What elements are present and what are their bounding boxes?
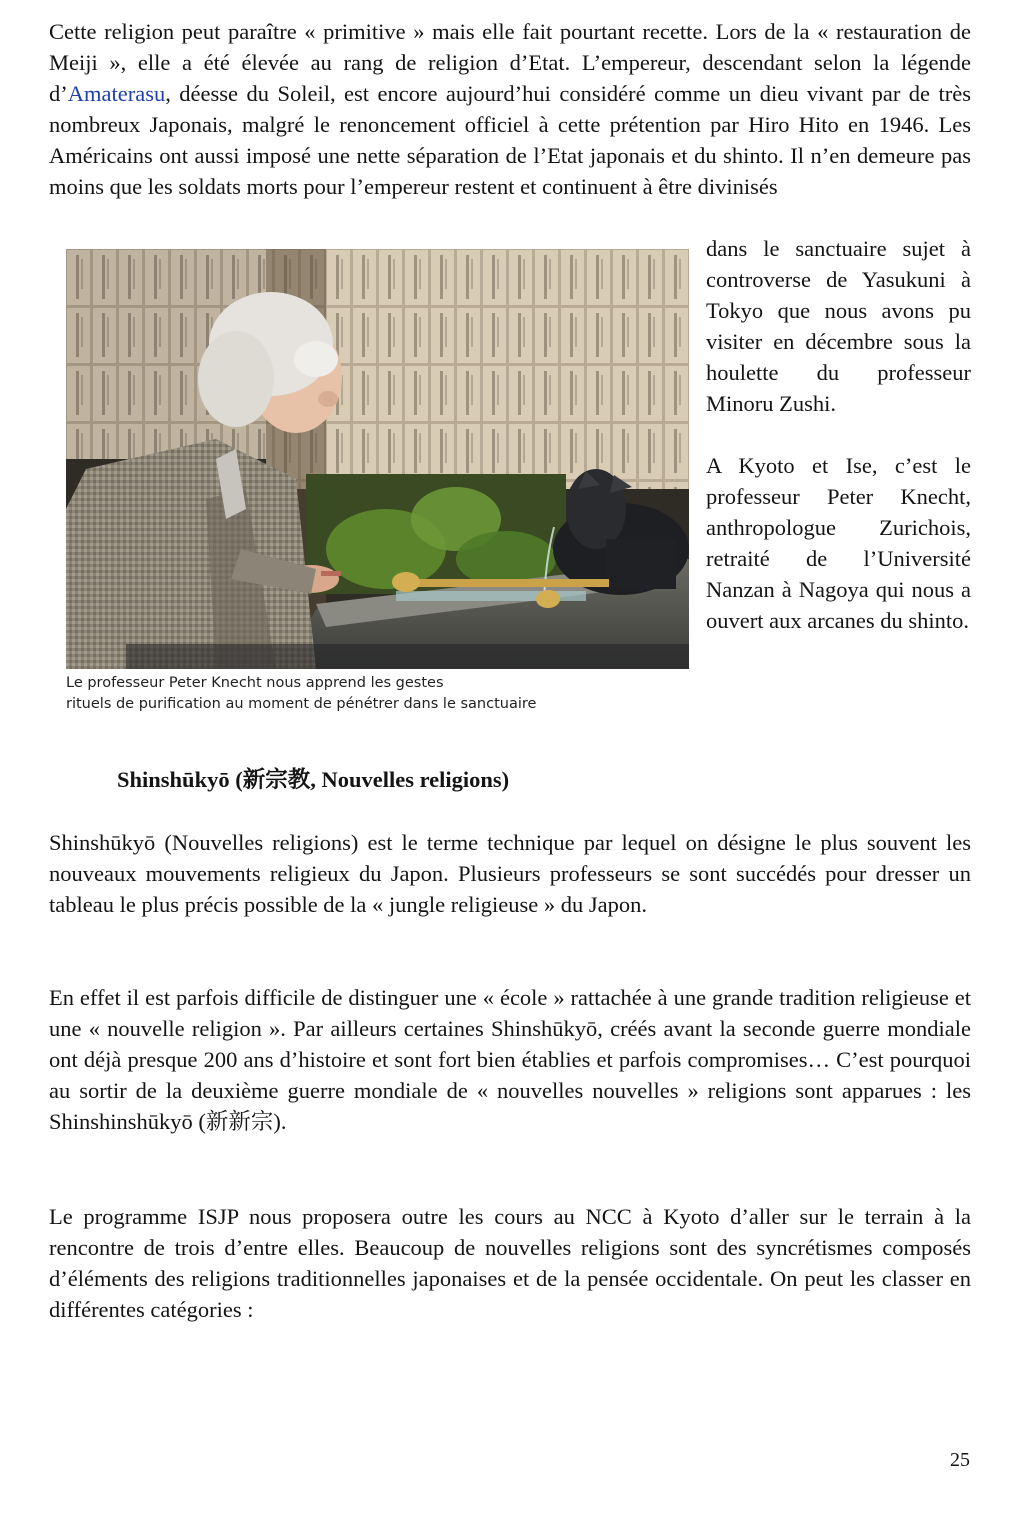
caption-line-1: Le professeur Peter Knecht nous apprend les gestes [66,675,444,691]
side-paragraph-2: A Kyoto et Ise, c’est le professeur Peter Knecht, anthropologue Zurichois, retraité de l’Université Nanzan à Nagoya qui nous a ouvert aux arcanes du shinto. [706,453,971,633]
purification-photo [66,249,689,669]
page-number: 25 [950,1449,970,1471]
amaterasu-link[interactable]: Amaterasu [67,81,166,106]
side-paragraph-1: dans le sanctuaire sujet à controverse de Yasukuni à Tokyo que nous avons pu visiter en décembre sous la houlette du professeur Minoru Zushi. [706,236,971,416]
photo-caption [66,673,689,715]
intro-paragraph [49,16,971,202]
side-column [706,233,971,636]
paragraph-gap [706,419,971,450]
caption-line-2: rituels de purification au moment de pénétrer dans le sanctuaire [66,696,537,712]
intro-text-start: Cette religion peut paraître « primitive » mais elle fait pourtant recette. Lors de la « restauration de Meiji », elle a été élevée au rang de religion d’Etat. L’empereur, descendant selon la légende d’ [49,19,971,106]
body-paragraph-1: Shinshūkyō (Nouvelles religions) est le terme technique par lequel on désigne le plus souvent les nouveaux mouvements religieux du Japon. Plusieurs professeurs se sont succédés pour dresser un tableau le plus précis possible de la « jungle religieuse » du Japon. [49,830,971,917]
section-heading: Shinshūkyō (新宗教, Nouvelles religions) [117,767,510,792]
body-paragraph-3: Le programme ISJP nous proposera outre les cours au NCC à Kyoto d’aller sur le terrain à la rencontre de trois d’entre elles. Beaucoup de nouvelles religions sont des syncrétismes composés d’éléments des religions traditionnelles japonaises et de la pensée occidentale. On peut les classer en différentes catégories : [49,1204,971,1322]
photo-figure [66,249,689,715]
body-paragraph-2: En effet il est parfois difficile de distinguer une « école » rattachée à une grande tradition religieuse et une « nouvelle religion ». Par ailleurs certaines Shinshūkyō, créés avant la seconde guerre mondiale ont déjà presque 200 ans d’histoire et sont fort bien établies et parfois compromises… C’est pourquoi au sortir de la deuxième guerre mondiale de « nouvelles nouvelles » religions sont apparues : les Shinshinshūkyō (新新宗). [49,985,971,1134]
intro-text-end: , déesse du Soleil, est encore aujourd’hui considéré comme un dieu vivant par de très nombreux Japonais, malgré le renoncement officiel à cette prétention par Hiro Hito en 1946. Les Américains ont aussi imposé une nette séparation de l’Etat japonais et du shinto. Il n’en demeure pas moins que les soldats morts pour l’empereur restent et continuent à être divinisés [49,81,971,199]
